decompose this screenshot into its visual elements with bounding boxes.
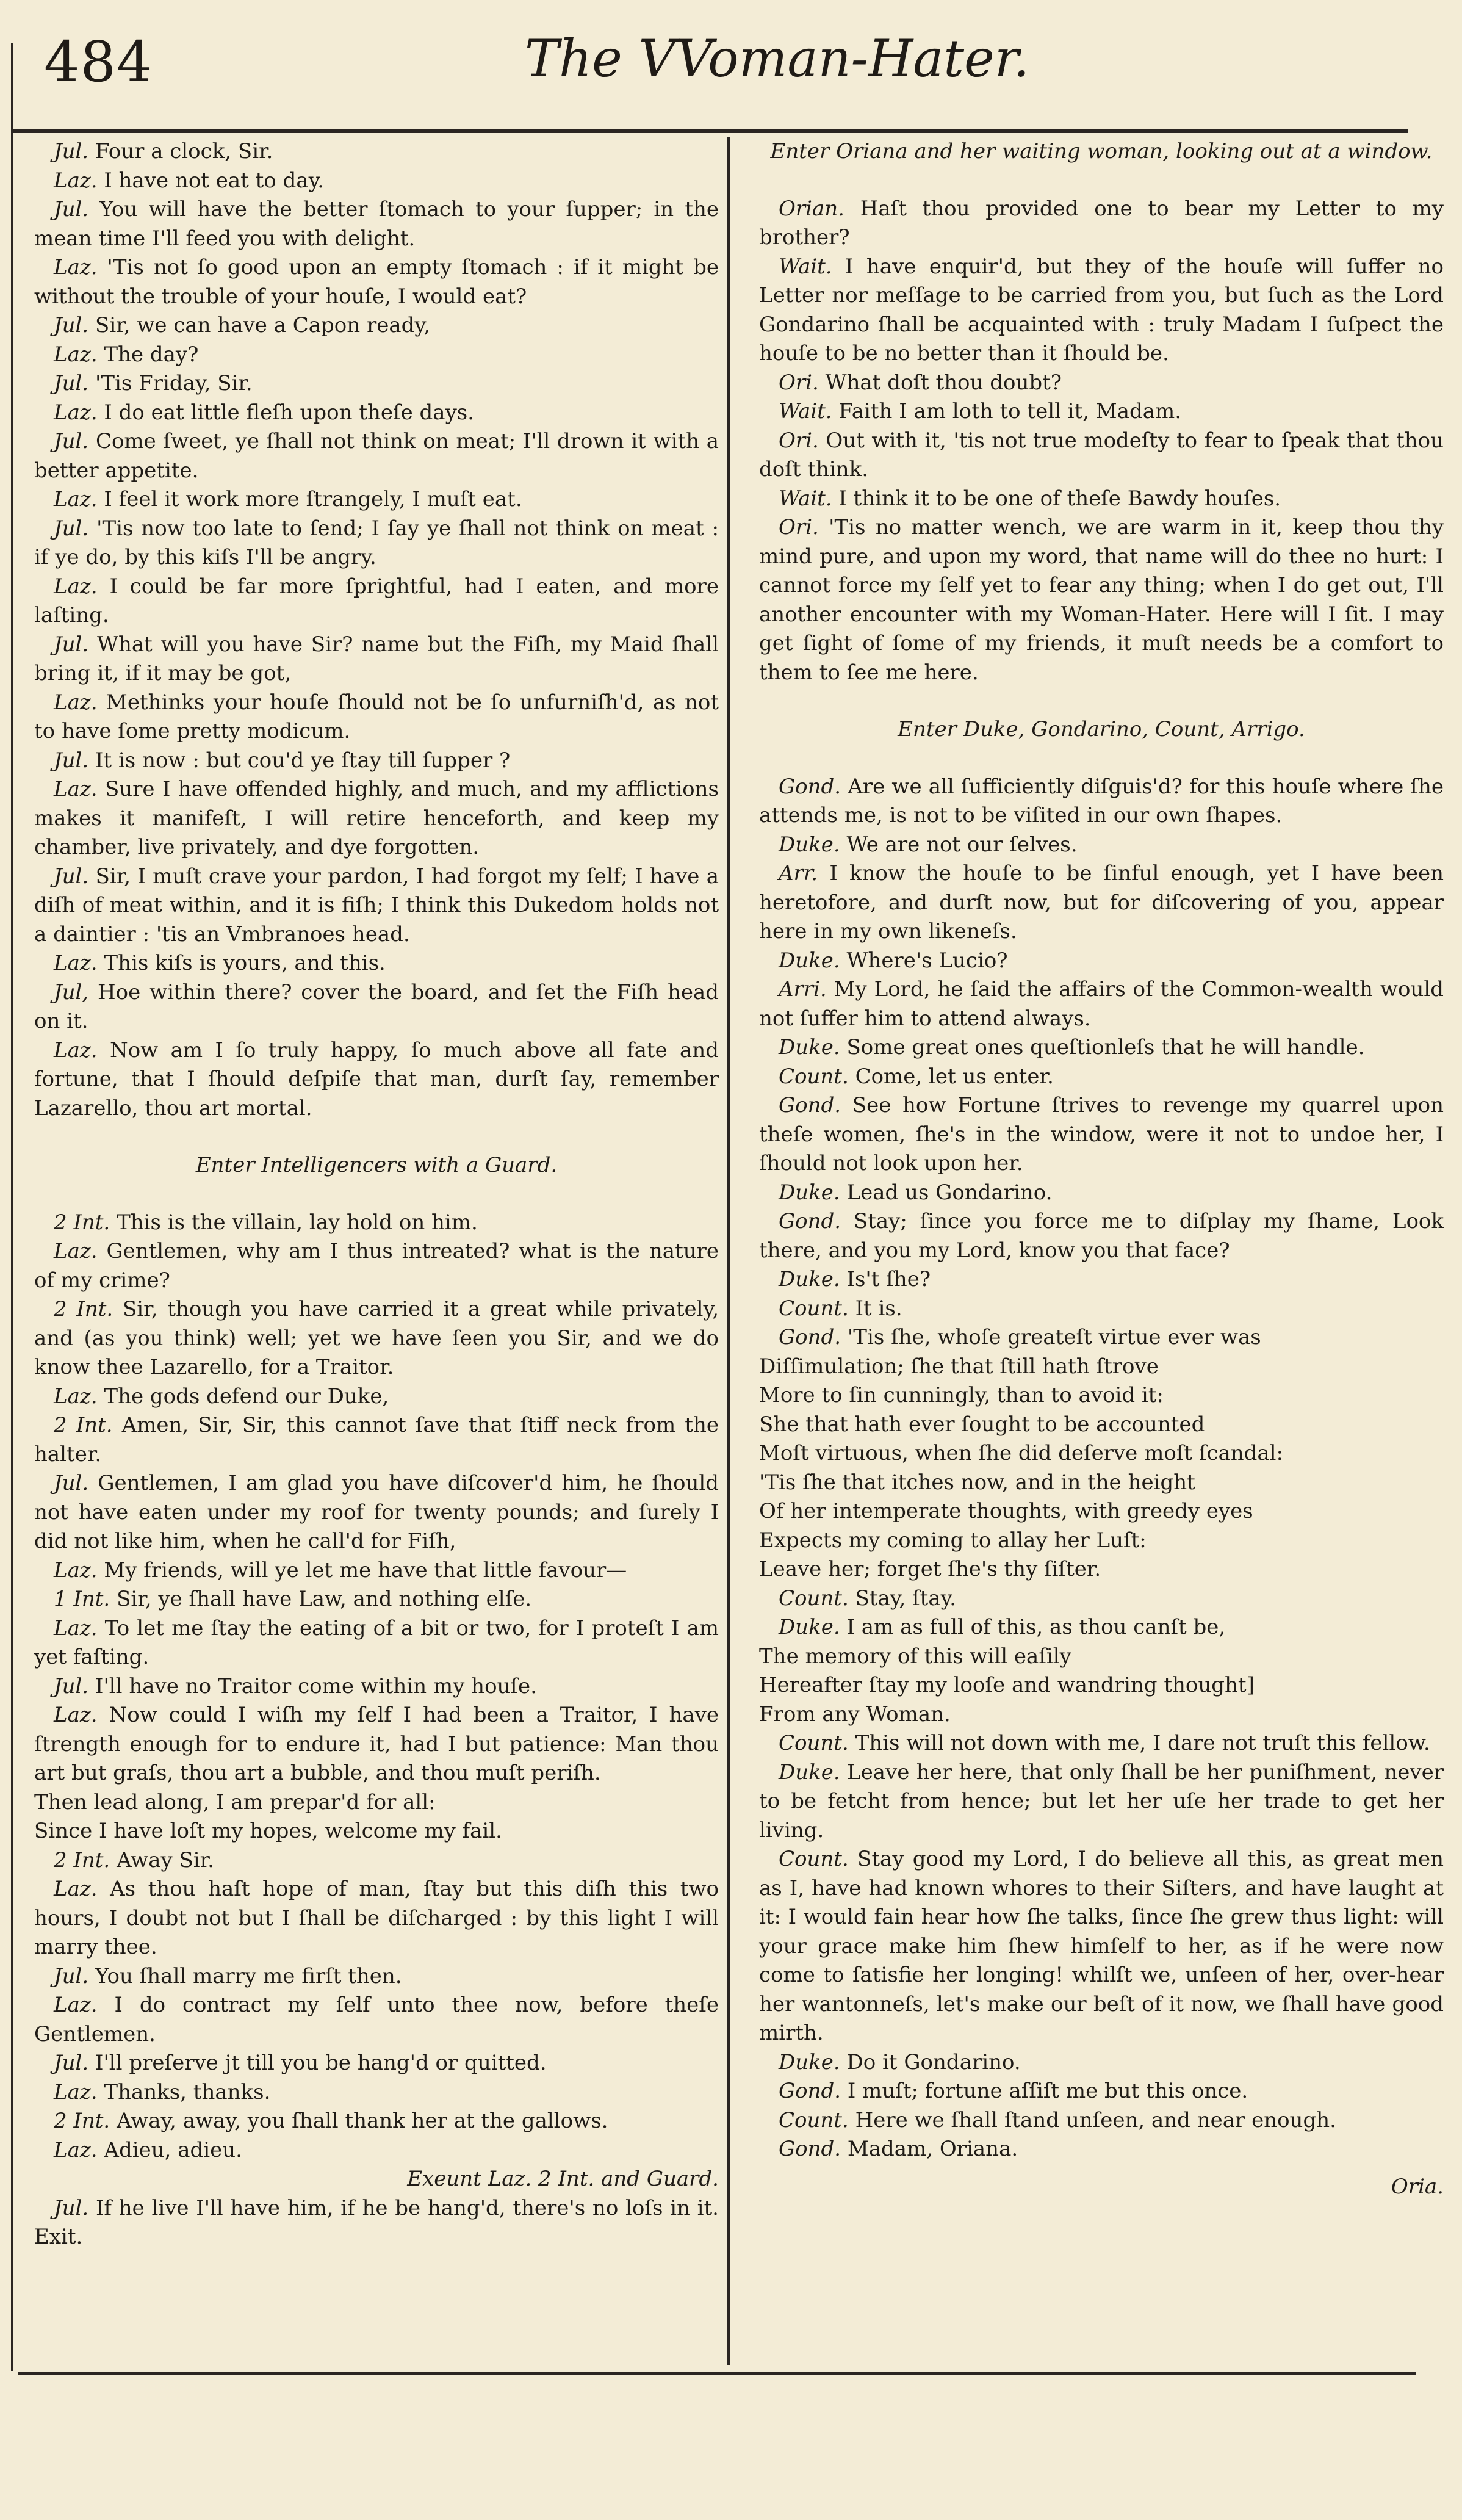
speech-text: 'Tis Friday, Sir. — [95, 371, 253, 395]
header-rule — [11, 129, 1408, 133]
speech-line — [759, 485, 1444, 514]
speaker-name: 2 Int. — [54, 1297, 113, 1321]
speech-line — [759, 427, 1444, 485]
speech-text: Thanks, thanks. — [104, 2079, 271, 2104]
speech-text: It is now : but cou'd ye ſtay till ſupper ? — [95, 748, 511, 773]
speech-line — [759, 859, 1444, 947]
speech-text: I could be far more ſprightful, had I eaten, and more laſting. — [34, 574, 719, 627]
speech-line — [34, 253, 719, 311]
speaker-name: Duke. — [779, 1180, 840, 1205]
speaker-name: Laz. — [54, 2137, 98, 2162]
speech-text: Madam, Oriana. — [847, 2137, 1018, 2161]
speaker-name: Gond. — [779, 1325, 841, 1349]
speech-text: Here we ſhall ſtand unſeen, and near enough. — [855, 2107, 1336, 2132]
speech-line — [34, 1672, 719, 1702]
speaker-name: Ori. — [779, 515, 819, 540]
speech-line — [34, 2049, 719, 2078]
speech-line — [34, 1237, 719, 1295]
speech-line — [34, 630, 719, 688]
exit-direction: Exeunt Laz. 2 Int. and Guard. — [407, 2167, 719, 2191]
speaker-name: Gond. — [779, 1209, 841, 1233]
verse-line: She that hath ever ſought to be accounted — [759, 1412, 1205, 1437]
speech-line — [34, 514, 719, 572]
speaker-name: Count. — [779, 2107, 849, 2132]
speaker-name: Gond. — [779, 2079, 841, 2103]
speaker-name: Duke. — [779, 1615, 840, 1639]
speech-line — [34, 2107, 719, 2136]
speech-text: 'Tis not ſo good upon an empty ſtomach : if it might be without the trouble of your houſe, I would eat? — [34, 255, 719, 309]
verse-line: Leave her; forget ſhe's thy ſiſter. — [759, 1557, 1101, 1581]
left-border-rule — [11, 43, 13, 2371]
speech-line — [759, 2077, 1444, 2106]
speech-line — [34, 775, 719, 862]
speech-text: Stay; ſince you force me to diſplay my ſhame, Look there, and you my Lord, know you that face? — [759, 1209, 1444, 1263]
speaker-name: Arr. — [779, 861, 818, 886]
speech-text: See how Fortune ſtrives to revenge my quarrel upon theſe women, ſhe's in the window, were it not to undoe her, I ſhould not look upon her. — [759, 1093, 1444, 1175]
speaker-name: Jul. — [54, 632, 89, 657]
column-divider — [727, 137, 730, 2365]
speech-line — [34, 1411, 719, 1469]
speaker-name: Jul. — [54, 429, 89, 453]
speech-text: The day? — [104, 342, 199, 367]
speech-line — [759, 195, 1444, 253]
speech-text: You ſhall marry me firſt then. — [95, 1963, 402, 1988]
speech-line — [34, 195, 719, 253]
speech-text: Stay, ſtay. — [855, 1586, 957, 1611]
left-column — [34, 137, 719, 2252]
speech-text: I'll preſerve jt till you be hang'd or quitted. — [95, 2051, 547, 2075]
speaker-name: 1 Int. — [54, 1587, 110, 1611]
speech-line — [34, 2194, 719, 2252]
speech-line — [34, 746, 719, 776]
speech-text: Now am I ſo truly happy, ſo much above all fate and fortune, that I ſhould deſpiſe that man, durſt ſay, remember Lazarello, thou art mortal. — [34, 1038, 719, 1121]
speech-text: I have enquir'd, but they of the houſe will ſuffer no Letter nor meſſage to be carried from you, but ſuch as the Lord Gondarino ſhall be acquainted with : truly Madam I ſuſpect the houſe to be no better than it ſhould be. — [759, 254, 1444, 366]
verse-line: More to ſin cunningly, than to avoid it: — [759, 1383, 1164, 1407]
verse-line: Hereafter ſtay my looſe and wandring thought] — [759, 1673, 1255, 1697]
speaker-name: 2 Int. — [54, 1413, 113, 1437]
speech-line — [759, 975, 1444, 1033]
speech-text: This kiſs is yours, and this. — [104, 951, 386, 975]
speaker-name: Duke. — [779, 948, 840, 973]
speech-line — [759, 1033, 1444, 1063]
speech-text: Some great ones queſtionleſs that he will handle. — [846, 1035, 1365, 1060]
stage-direction: Enter Intelligencers with a Guard. — [195, 1153, 558, 1177]
speech-text: I'll have no Traitor come within my houſe. — [95, 1673, 537, 1699]
speech-text: If he live I'll have him, if he be hang'd, there's no loſs in it. Exit. — [34, 2195, 719, 2249]
speech-line — [759, 1323, 1444, 1352]
speech-text: Gentlemen, I am glad you have diſcover'd him, he ſhould not have eaten under my roof for twenty pounds; and ſurely I did not like him, when he call'd for Fiſh, — [34, 1471, 719, 1553]
speech-text: Sir, ye ſhall have Law, and nothing elſe. — [117, 1587, 532, 1611]
speech-text: Come ſweet, ye ſhall not think on meat; I'll drown it with a better appetite. — [34, 429, 719, 483]
speech-line — [34, 949, 719, 978]
speech-line — [34, 399, 719, 428]
speech-line — [759, 397, 1444, 427]
speech-text: I feel it work more ſtrangely, I muſt eat. — [104, 487, 522, 511]
speech-text: I know the houſe to be ſinful enough, yet I have been heretofore, and durſt now, but for diſcovering of you, appear here in my own likeneſs. — [759, 861, 1444, 944]
verse-line: Of her intemperate thoughts, with greedy eyes — [759, 1499, 1253, 1523]
catchword: Oria. — [1391, 2174, 1444, 2199]
speaker-name: Laz. — [54, 255, 98, 280]
speaker-name: Gond. — [779, 2137, 841, 2161]
speech-line — [34, 2136, 719, 2165]
speech-line — [34, 862, 719, 950]
speaker-name: Count. — [779, 1296, 849, 1321]
speaker-name: Duke. — [779, 2049, 840, 2074]
speaker-name: 2 Int. — [54, 2109, 110, 2133]
speaker-name: Laz. — [54, 1616, 98, 1641]
speech-text: It is. — [855, 1296, 902, 1321]
speech-text: Gentlemen, why am I thus intreated? what is the nature of my crime? — [34, 1239, 719, 1293]
speech-line — [34, 688, 719, 746]
speech-text: To let me ſtay the eating of a bit or two, for I proteſt I am yet faſting. — [34, 1616, 719, 1669]
speech-text: My friends, will ye let me have that little favour— — [104, 1558, 627, 1583]
speech-line — [34, 1962, 719, 1991]
speaker-name: 2 Int. — [54, 1210, 110, 1235]
speech-line — [34, 485, 719, 514]
speech-text: Stay good my Lord, I do believe all this, as great men as I, have had known whores to their Siſters, and have laught at it: I would fain hear how ſhe talks, ſince ſhe grew thus light: will your grace make him ſhew himſelf to her, as if he were now come to ſatisfie her longing! whilſt we, unſeen of her, over-hear her wantonneſs, let's make our beſt of it now, we ſhall have good mirth. — [759, 1847, 1444, 2045]
speaker-name: Jul. — [54, 864, 89, 889]
speech-line — [34, 1382, 719, 1412]
speech-text: Sir, though you have carried it a great while privately, and (as you think) well; yet we have ſeen you Sir, and we do know thee Lazarello, for a Traitor. — [34, 1297, 719, 1379]
speaker-name: Wait. — [779, 399, 832, 424]
speech-text: Is't ſhe? — [846, 1267, 931, 1291]
speech-line — [759, 1091, 1444, 1179]
speaker-name: Duke. — [779, 832, 840, 857]
speaker-name: Jul. — [54, 1963, 89, 1988]
speech-line — [759, 513, 1444, 687]
speaker-name: Ori. — [779, 428, 819, 453]
speaker-name: Orian. — [779, 196, 844, 221]
speaker-name: Laz. — [54, 690, 98, 715]
speech-line — [759, 2135, 1444, 2164]
speech-line — [34, 1875, 719, 1962]
speaker-name: Laz. — [54, 1384, 98, 1409]
speaker-name: Duke. — [779, 1760, 840, 1785]
speech-line — [759, 1845, 1444, 2048]
speech-text: Methinks your houſe ſhould not be ſo unfurniſh'd, as not to have ſome pretty modicum. — [34, 690, 719, 743]
speech-line — [759, 1063, 1444, 1092]
speaker-name: Laz. — [54, 777, 98, 801]
speech-line — [34, 369, 719, 399]
speech-text: 'Tis now too late to ſend; I ſay ye ſhall not think on meat : if ye do, by this kiſs I'll be angry. — [34, 516, 719, 569]
speech-text: Where's Lucio? — [846, 948, 1008, 973]
speech-text: I do contract my ſelf unto thee now, before theſe Gentlemen. — [34, 1993, 719, 2046]
speech-line — [34, 1991, 719, 2049]
speech-line — [34, 1556, 719, 1586]
speech-text: I muſt; fortune aſſiſt me but this once. — [847, 2079, 1248, 2103]
speech-line — [759, 253, 1444, 369]
speech-line — [34, 1208, 719, 1238]
speech-line — [759, 1584, 1444, 1614]
speech-text: 'Tis ſhe, whoſe greateſt virtue ever was — [847, 1325, 1261, 1349]
speech-text: Out with it, 'tis not true modeſty to fear to ſpeak that thou doſt think. — [759, 428, 1444, 482]
speech-text: My Lord, he ſaid the affairs of the Common-wealth would not ſuffer him to attend always. — [759, 977, 1444, 1031]
speech-text: You will have the better ſtomach to your ſupper; in the mean time I'll feed you with delight. — [34, 197, 719, 251]
speaker-name: Duke. — [779, 1267, 840, 1291]
speaker-name: Ori. — [779, 370, 819, 395]
speech-line — [34, 1469, 719, 1556]
verse-line: Expects my coming to allay her Luſt: — [759, 1528, 1147, 1553]
speech-line — [759, 947, 1444, 976]
speech-text: Adieu, adieu. — [104, 2137, 242, 2162]
speech-text: This will not down with me, I dare not truſt this fellow. — [855, 1731, 1430, 1755]
speaker-name: Count. — [779, 1731, 849, 1755]
verse-line: From any Woman. — [759, 1702, 951, 1727]
speech-text: Haſt thou provided one to bear my Letter to my brother? — [759, 196, 1444, 250]
speech-line — [34, 1295, 719, 1382]
speech-line — [34, 978, 719, 1036]
stage-direction: Enter Duke, Gondarino, Count, Arrigo. — [898, 717, 1305, 742]
speaker-name: Jul. — [54, 139, 89, 164]
speaker-name: Jul, — [54, 980, 89, 1005]
speech-line — [34, 572, 719, 630]
speaker-name: Wait. — [779, 254, 832, 279]
speaker-name: Laz. — [54, 168, 98, 193]
speech-line — [759, 1265, 1444, 1294]
speech-text: Faith I am loth to tell it, Madam. — [838, 399, 1182, 424]
speech-text: I am as full of this, as thou canſt be, — [846, 1615, 1226, 1639]
speech-text: I do eat little fleſh upon theſe days. — [104, 400, 475, 425]
speech-line — [34, 1846, 719, 1876]
speech-text: Away Sir. — [117, 1847, 214, 1872]
speech-text: Now could I wiſh my ſelf I had been a Traitor, I have ſtrength enough for to endure it, had I but patience: Man thou art but graſs, thou art a bubble, and thou muſt periſh. — [34, 1703, 719, 1785]
speech-line — [759, 1758, 1444, 1846]
speaker-name: Laz. — [54, 487, 98, 511]
speaker-name: Count. — [779, 1064, 849, 1089]
speaker-name: Laz. — [54, 951, 98, 975]
speech-line — [759, 1207, 1444, 1265]
speaker-name: Jul. — [54, 371, 89, 395]
speaker-name: 2 Int. — [54, 1847, 110, 1872]
speech-text: Four a clock, Sir. — [95, 139, 273, 164]
speaker-name: Jul. — [54, 197, 89, 222]
footer-rule — [18, 2372, 1416, 2375]
speech-text: Do it Gondarino. — [846, 2049, 1021, 2074]
speech-text: Lead us Gondarino. — [846, 1180, 1053, 1205]
speaker-name: Gond. — [779, 774, 841, 799]
speaker-name: Laz. — [54, 1993, 98, 2017]
speech-line — [34, 1585, 719, 1614]
running-title: The VVoman-Hater. — [525, 29, 1030, 88]
speaker-name: Gond. — [779, 1093, 841, 1117]
speech-text: Leave her here, that only ſhall be her puniſhment, never to be fetcht from hence; but let her uſe her trade to get her living. — [759, 1760, 1444, 1843]
speech-line — [759, 2048, 1444, 2078]
speech-text: I think it to be one of theſe Bawdy houſes. — [838, 486, 1281, 511]
speech-line — [759, 369, 1444, 398]
speaker-name: Laz. — [54, 1239, 98, 1263]
speaker-name: Count. — [779, 1847, 849, 1871]
speech-line — [34, 1614, 719, 1672]
speech-text: Sure I have offended highly, and much, and my afflictions makes it manifeſt, I will retire henceforth, and keep my chamber, live privately, and dye forgotten. — [34, 777, 719, 859]
verse-line: Since I have loſt my hopes, welcome my fail. — [34, 1819, 502, 1843]
speech-text: What will you have Sir? name but the Fiſh, my Maid ſhall bring it, if it may be got, — [34, 632, 719, 685]
right-column — [759, 137, 1444, 2201]
speech-line — [34, 341, 719, 370]
speech-text: Away, away, you ſhall thank her at the gallows. — [117, 2109, 608, 2133]
speaker-name: Laz. — [54, 574, 98, 599]
speech-text: 'Tis no matter wench, we are warm in it, keep thou thy mind pure, and upon my word, that name will do thee no hurt: I cannot force my ſelf yet to fear any thing; when I do get out, I'll another encounter with my Woman-Hater. Here will I ſit. I may get ſight of ſome of my friends, it muſt needs be a comfort to them to ſee me here. — [759, 515, 1444, 685]
verse-line: 'Tis ſhe that itches now, and in the height — [759, 1470, 1195, 1495]
speaker-name: Jul. — [54, 516, 89, 541]
speech-text: As thou haſt hope of man, ſtay but this diſh this two hours, I doubt not but I ſhall be diſcharged : by this light I will marry thee. — [34, 1877, 719, 1959]
speaker-name: Count. — [779, 1586, 849, 1611]
speech-line — [34, 1036, 719, 1124]
speech-line — [34, 311, 719, 341]
speech-text: Come, let us enter. — [855, 1064, 1054, 1089]
speaker-name: Jul. — [54, 1673, 89, 1699]
speech-line — [34, 427, 719, 485]
verse-line: The memory of this will eaſily — [759, 1644, 1071, 1669]
speaker-name: Arri. — [779, 977, 827, 1002]
speech-text: We are not our ſelves. — [846, 832, 1078, 857]
speech-line — [759, 1729, 1444, 1758]
speech-line — [34, 2078, 719, 2107]
speech-line — [759, 831, 1444, 860]
speech-text: Hoe within there? cover the board, and ſet the Fiſh head on it. — [34, 980, 719, 1033]
speech-line — [759, 1294, 1444, 1324]
speaker-name: Duke. — [779, 1035, 840, 1060]
speaker-name: Laz. — [54, 1877, 98, 1901]
speaker-name: Laz. — [54, 400, 98, 425]
speech-text: This is the villain, lay hold on him. — [117, 1210, 478, 1235]
speaker-name: Laz. — [54, 1703, 98, 1727]
page-number: 484 — [44, 29, 153, 95]
stage-direction: Enter Oriana and her waiting woman, looking out at a window. — [770, 139, 1433, 164]
speaker-name: Laz. — [54, 1038, 98, 1063]
speaker-name: Jul. — [54, 748, 89, 773]
speech-line — [759, 773, 1444, 831]
speaker-name: Laz. — [54, 342, 98, 367]
speaker-name: Laz. — [54, 2079, 98, 2104]
speech-text: The gods defend our Duke, — [104, 1384, 389, 1409]
speaker-name: Wait. — [779, 486, 832, 511]
speech-line — [759, 2106, 1444, 2136]
speech-text: Are we all ſufficiently diſguis'd? for this houſe where ſhe attends me, is not to be viſited in our own ſhapes. — [759, 774, 1444, 828]
speaker-name: Jul. — [54, 2195, 89, 2220]
speech-line — [34, 1701, 719, 1788]
speaker-name: Jul. — [54, 1471, 89, 1495]
speaker-name: Laz. — [54, 1558, 98, 1583]
speech-text: Sir, we can have a Capon ready, — [95, 313, 430, 338]
speaker-name: Jul. — [54, 2051, 89, 2075]
speech-text: Amen, Sir, Sir, this cannot ſave that ſtiff neck from the halter. — [34, 1413, 719, 1467]
speech-line — [34, 167, 719, 196]
speech-text: I have not eat to day. — [104, 168, 325, 193]
speech-text: Sir, I muſt crave your pardon, I had forgot my ſelf; I have a diſh of meat within, and it is fiſh; I think this Dukedom holds not a daintier : 'tis an Vmbranoes head. — [34, 864, 719, 947]
speech-line — [759, 1179, 1444, 1208]
speech-line — [759, 1613, 1444, 1642]
speech-text: What doſt thou doubt? — [825, 370, 1062, 395]
verse-line: Moſt virtuous, when ſhe did deſerve moſt ſcandal: — [759, 1441, 1284, 1465]
speaker-name: Jul. — [54, 313, 89, 338]
verse-line: Then lead along, I am prepar'd for all: — [34, 1789, 436, 1814]
speech-line — [34, 137, 719, 167]
verse-line: Diſſimulation; ſhe that ſtill hath ſtrove — [759, 1354, 1159, 1379]
